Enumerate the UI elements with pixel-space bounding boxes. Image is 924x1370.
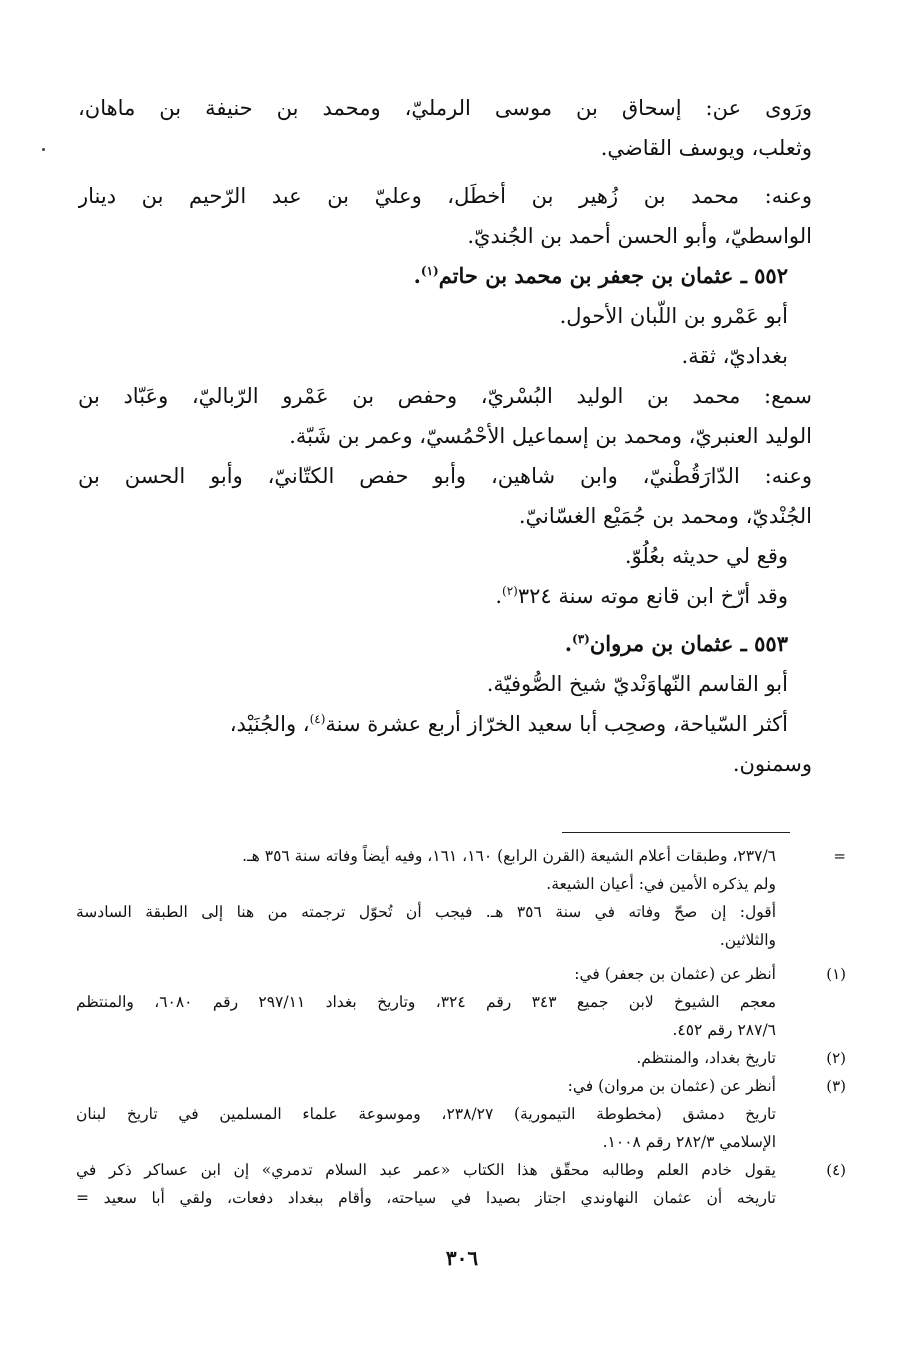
entry-end: . <box>564 631 573 656</box>
text-line: ورَوى عن: إسحاق بن موسى الرمليّ، ومحمد بن حنيفة بن ماهان، <box>78 96 812 120</box>
footnote-line: والثلاثين. <box>719 931 776 949</box>
page-number: ٣٠٦ <box>445 1246 479 1270</box>
footnote-marker: (٣) <box>826 1077 846 1095</box>
text-line: وسمنون. <box>732 752 812 776</box>
text-segment: . <box>495 584 503 608</box>
entry-end: . <box>413 263 421 288</box>
entry-title: ٥٥٢ ـ عثمان بن جعفر بن محمد بن حاتم <box>438 263 788 288</box>
entry-heading-552 <box>78 256 812 296</box>
footnote-separator <box>562 832 790 833</box>
entry-title: ٥٥٣ ـ عثمان بن مروان <box>589 631 788 656</box>
footnote-line: الإسلامي ٢٨٢/٣ رقم ١٠٠٨. <box>602 1133 776 1151</box>
text-line: سمع: محمد بن الوليد البُسْريّ، وحفص بن عَمْرو الرّباليّ، وعَبّاد بن <box>78 384 812 408</box>
ink-speck <box>42 148 45 151</box>
footnote-continuation <box>76 842 846 954</box>
text-segment: ، والجُنَيْد، <box>229 712 310 736</box>
text-line: الواسطيّ، وأبو الحسن أحمد بن الجُنديّ. <box>467 224 812 248</box>
footnote-ref: (١) <box>420 264 439 278</box>
text-line: وعنه: محمد بن زُهير بن أخطَل، وعليّ بن عبد الرّحيم بن دينار <box>78 184 812 208</box>
footnote-line: أقول: إن صحّ وفاته في سنة ٣٥٦ هـ. فيجب أن تُحوّل ترجمته من هنا إلى الطبقة السادسة <box>76 903 776 921</box>
main-text <box>78 88 812 784</box>
footnote-marker: (٢) <box>826 1049 846 1067</box>
footnote-line: ٢٨٧/٦ رقم ٤٥٢. <box>672 1021 776 1039</box>
entry-heading-553 <box>78 624 812 664</box>
footnote-line: أنظر عن (عثمان بن جعفر) في: <box>574 965 776 983</box>
text-line: الوليد العنبريّ، ومحمد بن إسماعيل الأحْمُسيّ، وعمر بن شَبّة. <box>289 424 812 448</box>
footnote-ref: (٤) <box>309 712 326 726</box>
footnote-line: يقول خادم العلم وطالبه محقّق هذا الكتاب «عمر عبد السلام تدمري» إن ابن عساكر ذكر في <box>76 1161 776 1179</box>
footnote-2 <box>76 1044 846 1072</box>
footnote-line: تاريخ بغداد، والمنتظم. <box>636 1049 776 1067</box>
footnotes <box>76 842 846 1212</box>
footnote-line: معجم الشيوخ لابن جميع ٣٤٣ رقم ٣٢٤، وتاريخ بغداد ٢٩٧/١١ رقم ٦٠٨٠، والمنتظم <box>76 993 776 1011</box>
text-line: بغداديّ، ثقة. <box>681 344 788 368</box>
text-segment: وقد أرّخ ابن قانع موته سنة ٣٢٤ <box>517 584 788 608</box>
text-line: أبو عَمْرو بن اللّبان الأحول. <box>559 304 788 328</box>
footnote-line: تاريخ دمشق (مخطوطة التيمورية) ٢٣٨/٢٧، وموسوعة علماء المسلمين في تاريخ لبنان <box>76 1105 776 1123</box>
footnote-marker: (٤) <box>826 1161 846 1179</box>
footnote-line: ٢٣٧/٦، وطبقات أعلام الشيعة (القرن الرابع) ١٦٠، ١٦١، وفيه أيضاً وفاته سنة ٣٥٦ هـ. <box>242 847 776 865</box>
text-segment: أكثر السّياحة، وصحِب أبا سعيد الخرّاز أربع عشرة سنة <box>325 712 788 736</box>
text-line <box>78 576 812 616</box>
text-line: الجُنْديّ، ومحمد بن جُمَيْع الغسّانيّ. <box>518 504 812 528</box>
footnote-ref: (٢) <box>502 584 518 598</box>
text-line: وقع لي حديثه بعُلُوّ. <box>624 544 788 568</box>
footnote-ref: (٣) <box>572 632 590 646</box>
footnote-line: أنظر عن (عثمان بن مروان) في: <box>567 1077 776 1095</box>
footnote-marker: (١) <box>826 965 846 983</box>
text-line: وعنه: الدّارَقُطْنيّ، وابن شاهين، وأبو حفص الكتّانيّ، وأبو الحسن بن <box>78 464 812 488</box>
footnote-line: ولم يذكره الأمين في: أعيان الشيعة. <box>546 875 776 893</box>
footnote-4 <box>76 1156 846 1212</box>
text-line: وثعلب، ويوسف القاضي. <box>600 136 812 160</box>
footnote-marker: = <box>833 847 846 865</box>
footnote-line: تاريخه أن عثمان النهاوندي اجتاز بصيدا في سياحته، وأقام ببغداد دفعات، ولقي أبا سعيد = <box>76 1189 776 1207</box>
text-line <box>78 704 812 744</box>
footnote-3 <box>76 1072 846 1156</box>
text-line: أبو القاسم النّهاوَنْديّ شيخ الصُّوفيّة. <box>486 672 788 696</box>
footnote-1 <box>76 960 846 1044</box>
